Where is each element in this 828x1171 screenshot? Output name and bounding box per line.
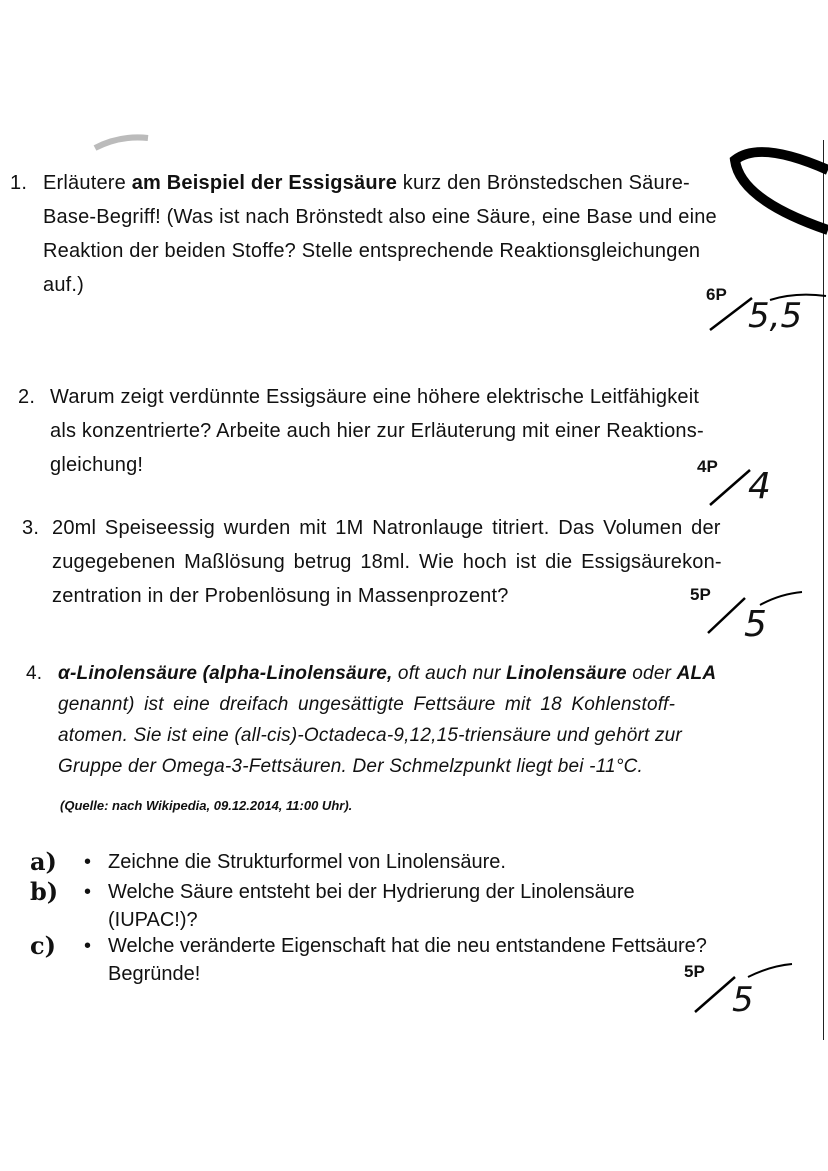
task-line: zentration in der Probenlösung in Massenprozent? bbox=[52, 585, 509, 607]
points-label: 5P bbox=[684, 962, 705, 981]
task-line: als konzentrierte? Arbeite auch hier zur Erläuterung mit einer Reaktions- bbox=[50, 420, 704, 442]
task-line: genannt) ist eine dreifach ungesättigte Fettsäure mit 18 Kohlenstoff- bbox=[58, 694, 676, 715]
subtask-text: Welche veränderte Eigenschaft hat die neu entstandene Fettsäure? bbox=[108, 935, 707, 957]
points-label: 6P bbox=[706, 285, 727, 304]
task-line: Erläutere am Beispiel der Essigsäure kurz den Brönstedschen Säure- bbox=[43, 172, 690, 194]
handwritten-score: 4 bbox=[748, 466, 771, 507]
bullet: • bbox=[84, 935, 92, 957]
source-citation: (Quelle: nach Wikipedia, 09.12.2014, 11:00 Uhr). bbox=[60, 798, 353, 813]
points-label: 5P bbox=[690, 585, 711, 604]
task-line: Reaktion der beiden Stoffe? Stelle entsprechende Reaktionsgleichungen bbox=[43, 240, 701, 262]
task-line: gleichung! bbox=[50, 454, 144, 476]
task-1 bbox=[10, 166, 810, 306]
task-line: zugegebenen Maßlösung betrug 18ml. Wie hoch ist die Essigsäurekon- bbox=[52, 551, 722, 573]
task-number: 4. bbox=[26, 663, 43, 684]
task-line: Base-Begriff! (Was ist nach Brönstedt also eine Säure, eine Base und eine bbox=[43, 206, 717, 228]
task-number: 3. bbox=[22, 517, 40, 539]
task-4 bbox=[26, 658, 826, 798]
bullet: • bbox=[84, 881, 92, 903]
subtask-text: Welche Säure entsteht bei der Hydrierung der Linolensäure bbox=[108, 881, 635, 903]
task-line: Gruppe der Omega-3-Fettsäuren. Der Schmelzpunkt liegt bei -11°C. bbox=[58, 756, 644, 777]
task-line: Warum zeigt verdünnte Essigsäure eine höhere elektrische Leitfähigkeit bbox=[50, 386, 700, 408]
task-number: 1. bbox=[10, 172, 28, 194]
subtask-text: Zeichne die Strukturformel von Linolensäure. bbox=[108, 851, 506, 873]
task-line: atomen. Sie ist eine (all-cis)-Octadeca-9,12,15-triensäure und gehört zur bbox=[58, 725, 682, 746]
subtask-a bbox=[30, 848, 810, 878]
task-line: auf.) bbox=[43, 274, 85, 296]
task-line: 20ml Speiseessig wurden mit 1M Natronlauge titriert. Das Volumen der bbox=[52, 517, 721, 539]
subtask-text: Begründe! bbox=[108, 963, 201, 985]
subtask-text: (IUPAC!)? bbox=[108, 909, 198, 931]
handwritten-score: 5 bbox=[744, 604, 767, 645]
task-number: 2. bbox=[18, 386, 36, 408]
task-line: α-Linolensäure (alpha-Linolensäure, oft auch nur Linolensäure oder ALA bbox=[58, 663, 717, 684]
subtask-letter: c) bbox=[30, 931, 56, 960]
points-label: 4P bbox=[697, 457, 718, 476]
subtask-letter: a) bbox=[30, 847, 57, 876]
handwritten-score: 5,5 bbox=[748, 296, 803, 336]
bullet: • bbox=[84, 851, 92, 873]
handwritten-score: 5 bbox=[732, 980, 754, 1020]
subtask-b bbox=[30, 878, 810, 934]
subtask-letter: b) bbox=[30, 877, 59, 906]
